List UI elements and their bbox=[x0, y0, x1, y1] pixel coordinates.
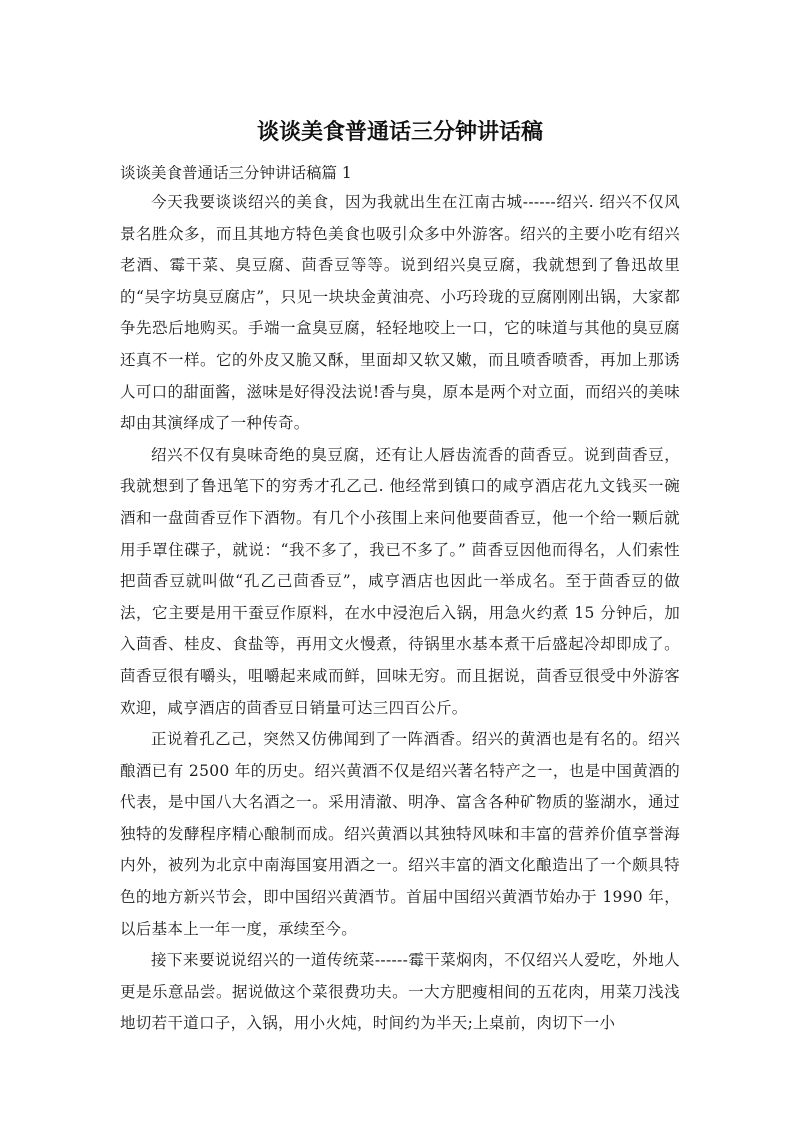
paragraph: 接下来要说说绍兴的一道传统菜------霉干菜焖肉，不仅绍兴人爱吃，外地人更是乐意品尝。据说做这个菜很费功夫。一大方肥瘦相间的五花肉，用菜刀浅浅地切若干道口子，入锅，用小火炖，时间约为半天;上桌前，肉切下一小 bbox=[120, 951, 680, 1033]
paragraph: 正说着孔乙己，突然又仿佛闻到了一阵酒香。绍兴的黄酒也是有名的。绍兴酿酒已有 2500 年的历史。绍兴黄酒不仅是绍兴著名特产之一，也是中国黄酒的代表，是中国八大名酒之一。采用清澈、明净、富含各种矿物质的鉴湖水，通过独特的发酵程序精心酿制而成。绍兴黄酒以其独特风味和丰富的营养价值享誉海内外，被列为北京中南海国宴用酒之一。绍兴丰富的酒文化酿造出了一个颇具特色的地方新兴节会，即中国绍兴黄酒节。首届中国绍兴黄酒节始办于 1990 年，以后基本上一年一度，承续至今。 bbox=[120, 730, 680, 938]
document-subtitle: 谈谈美食普通话三分钟讲话稿篇 1 bbox=[120, 164, 352, 182]
paragraph: 今天我要谈谈绍兴的美食，因为我就出生在江南古城------绍兴. 绍兴不仅风景名胜众多，而且其地方特色美食也吸引众多中外游客。绍兴的主要小吃有绍兴老酒、霉干菜、臭豆腐、茴香豆等等。说到绍兴臭豆腐，我就想到了鲁迅故里的“吴字坊臭豆腐店”，只见一块块金黄油亮、小巧玲珑的豆腐刚刚出锅，大家都争先恐后地购买。手端一盒臭豆腐，轻轻地咬上一口，它的味道与其他的臭豆腐还真不一样。它的外皮又脆又酥，里面却又软又嫩，而且喷香喷香，再加上那诱人可口的甜面酱，滋味是好得没法说!香与臭，原本是两个对立面，而绍兴的美味却由其演绎成了一种传奇。 bbox=[120, 193, 680, 433]
document-body bbox=[120, 187, 680, 1040]
document-title: 谈谈美食普通话三分钟讲话稿 bbox=[256, 120, 543, 145]
paragraph: 绍兴不仅有臭味奇绝的臭豆腐，还有让人唇齿流香的茴香豆。说到茴香豆，我就想到了鲁迅笔下的穷秀才孔乙己. 他经常到镇口的咸亨酒店花九文钱买一碗酒和一盘茴香豆作下酒物。有几个小孩围上来问他要茴香豆，他一个给一颗后就用手罩住碟子，就说：“我不多了，我已不多了。” 茴香豆因他而得名，人们索性把茴香豆就叫做“孔乙己茴香豆”，咸亨酒店也因此一举成名。至于茴香豆的做法，它主要是用干蚕豆作原料，在水中浸泡后入锅，用急火约煮 15 分钟后，加入茴香、桂皮、食盐等，再用文火慢煮，待锅里水基本煮干后盛起冷却即成了。茴香豆很有嚼头，咀嚼起来咸而鲜，回味无穷。而且据说，茴香豆很受中外游客欢迎，咸亨酒店的茴香豆日销量可达三四百公斤。 bbox=[120, 445, 680, 717]
